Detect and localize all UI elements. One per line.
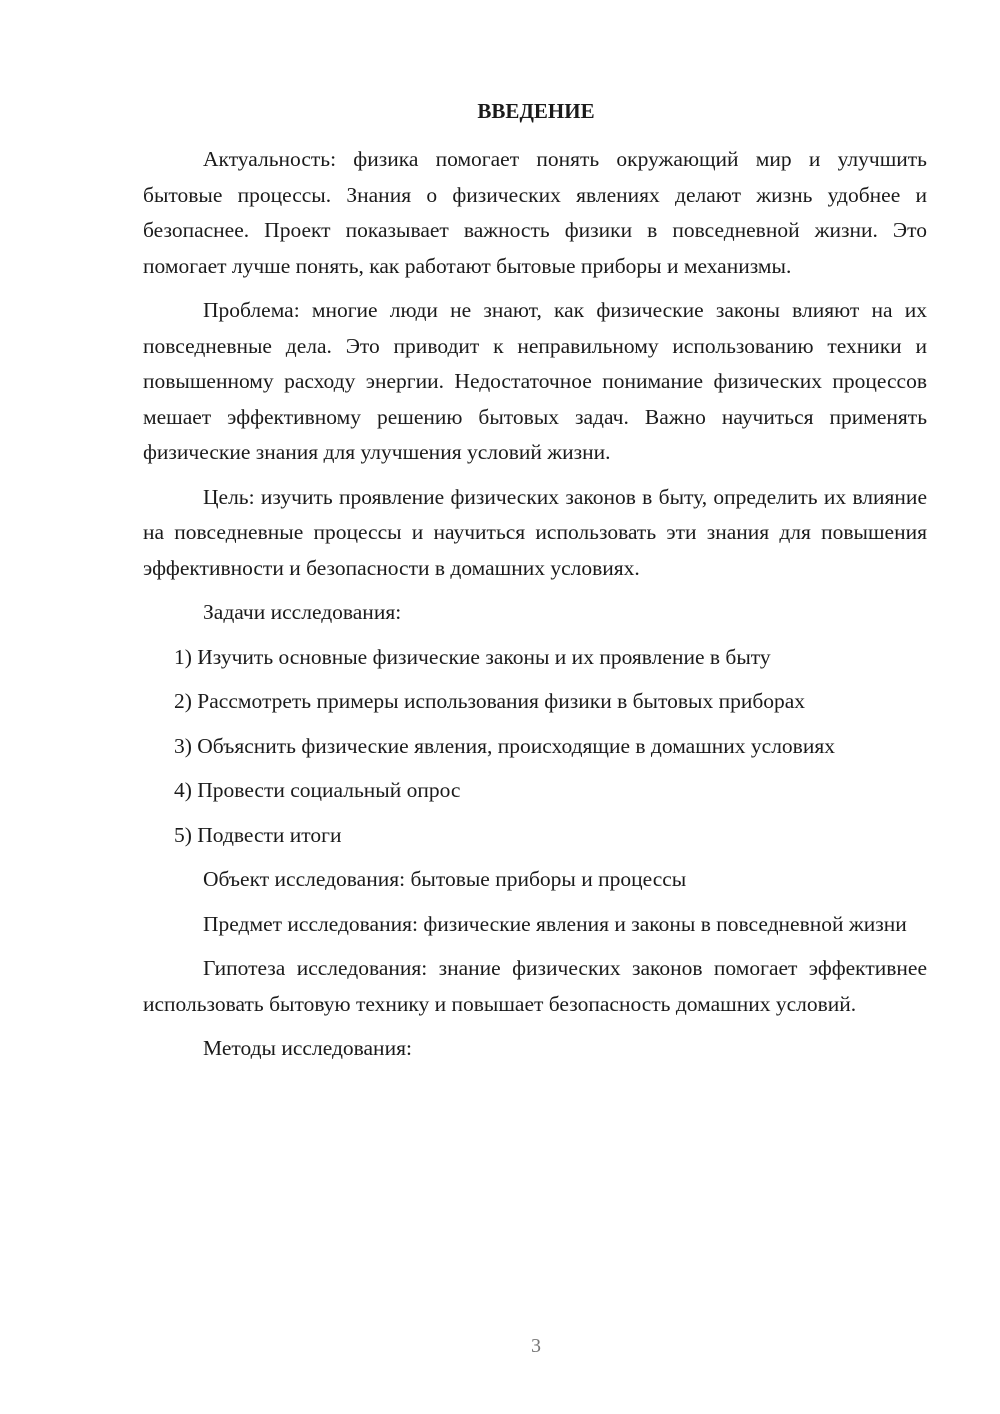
task-item-2: 2) Рассмотреть примеры использования физики в бытовых приборах: [174, 689, 806, 713]
tasks-intro: Задачи исследования:: [203, 600, 402, 624]
paragraph-problem: Проблема: многие люди не знают, как физические законы влияют на их повседневные дела. Это приводит к неправильному использованию техники и повышенному расходу энергии. Недостаточное понимание физических процессов мешает эффективному решению бытовых задач. Важно научиться применять физические знания для улучшения условий жизни.: [143, 298, 927, 464]
document-body: [143, 142, 927, 1076]
task-item-1: 1) Изучить основные физические законы и их проявление в быту: [174, 644, 771, 669]
methods-intro: Методы исследования:: [203, 1036, 412, 1060]
task-item-4: 4) Провести социальный опрос: [174, 778, 461, 802]
paragraph-subject: Предмет исследования: физические явления и законы в повседневной жизни: [203, 911, 907, 936]
task-item-5: 5) Подвести итоги: [174, 822, 342, 847]
page-number: 3: [531, 1335, 541, 1357]
paragraph-relevance: Актуальность: физика помогает понять окружающий мир и улучшить бытовые процессы. Знания о физических явлениях делают жизнь удобнее и безопаснее. Проект показывает важность физики в повседневной жизни. Это помогает лучше понять, как работают бытовые приборы и механизмы.: [143, 147, 927, 278]
paragraph-hypothesis: Гипотеза исследования: знание физических законов помогает эффективнее использовать бытовую технику и повышает безопасность домашних условий.: [143, 956, 927, 1016]
paragraph-goal: Цель: изучить проявление физических законов в быту, определить их влияние на повседневные процессы и научиться использовать эти знания для повышения эффективности и безопасности в домашних условиях.: [143, 484, 927, 580]
paragraph-object: Объект исследования: бытовые приборы и процессы: [203, 867, 687, 891]
page-heading: ВВЕДЕНИЕ: [477, 99, 595, 123]
task-item-3: 3) Объяснить физические явления, происходящие в домашних условиях: [174, 733, 835, 758]
